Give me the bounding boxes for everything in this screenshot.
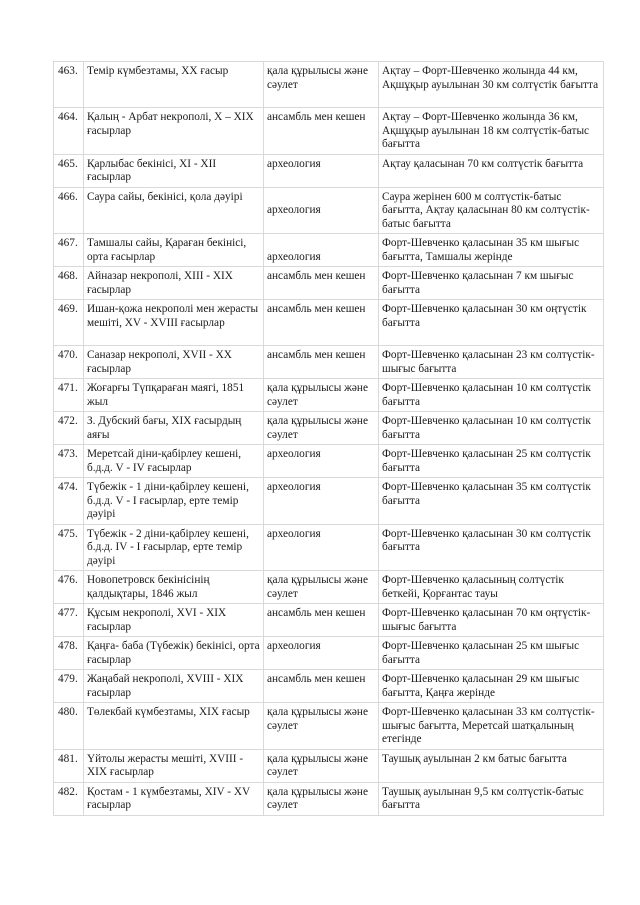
row-number: 482. <box>54 782 84 815</box>
table-row <box>54 234 604 267</box>
monument-type: ансамбль мен кешен <box>264 300 379 346</box>
monument-name: Төлекбай күмбезтамы, ХІХ ғасыр <box>84 703 264 750</box>
monument-name: Айназар некрополі, ХІІІ - ХІХ ғасырлар <box>84 267 264 300</box>
row-number: 470. <box>54 346 84 379</box>
row-number: 468. <box>54 267 84 300</box>
monument-type: қала құрылысы және сәулет <box>264 379 379 412</box>
table-row <box>54 267 604 300</box>
monument-location: Ақтау қаласынан 70 км солтүстік бағытта <box>379 154 604 187</box>
monument-location: Ақтау – Форт-Шевченко жолында 36 км, Ақшұқыр ауылынан 18 км солтүстік-батыс бағытта <box>379 108 604 155</box>
monument-name: Саура сайы, бекінісі, қола дәуірі <box>84 187 264 234</box>
table-row <box>54 782 604 815</box>
row-number: 473. <box>54 445 84 478</box>
row-number: 469. <box>54 300 84 346</box>
monument-name: Новопетровск бекінісінің қалдықтары, 1846 жыл <box>84 571 264 604</box>
monument-type: ансамбль мен кешен <box>264 108 379 155</box>
row-number: 472. <box>54 412 84 445</box>
row-number: 471. <box>54 379 84 412</box>
table-row <box>54 524 604 571</box>
monument-location: Форт-Шевченко қаласының солтүстік беткейі, Қорғантас тауы <box>379 571 604 604</box>
monument-name: Қалың - Арбат некрополі, Х – ХІХ ғасырлар <box>84 108 264 155</box>
monument-location: Форт-Шевченко қаласынан 10 км солтүстік бағытта <box>379 379 604 412</box>
table-row <box>54 571 604 604</box>
monument-location: Форт-Шевченко қаласынан 7 км шығыс бағытта <box>379 267 604 300</box>
monument-location: Форт-Шевченко қаласынан 33 км солтүстік-шығыс бағытта, Меретсай шатқалының етегінде <box>379 703 604 750</box>
monument-location: Форт-Шевченко қаласынан 10 км солтүстік бағытта <box>379 412 604 445</box>
monument-type: қала құрылысы және сәулет <box>264 412 379 445</box>
monument-location: Ақтау – Форт-Шевченко жолында 44 км, Ақшұқыр ауылынан 30 км солтүстік бағытта <box>379 62 604 108</box>
monument-location: Форт-Шевченко қаласынан 35 км солтүстік бағытта <box>379 478 604 525</box>
table-row <box>54 154 604 187</box>
monument-location: Форт-Шевченко қаласынан 25 км шығыс бағытта <box>379 637 604 670</box>
monument-name: Қаңға- баба (Түбежік) бекінісі, орта ғасырлар <box>84 637 264 670</box>
table-row <box>54 346 604 379</box>
monument-location: Форт-Шевченко қаласынан 29 км шығыс бағытта, Қаңға жерінде <box>379 670 604 703</box>
row-number: 467. <box>54 234 84 267</box>
row-number: 478. <box>54 637 84 670</box>
monument-type: қала құрылысы және сәулет <box>264 62 379 108</box>
monument-name: Тамшалы сайы, Қараған бекінісі, орта ғасырлар <box>84 234 264 267</box>
monument-type: археология <box>264 524 379 571</box>
monument-type: археология <box>264 187 379 234</box>
table-row <box>54 108 604 155</box>
monument-location: Форт-Шевченко қаласынан 30 км солтүстік бағытта <box>379 524 604 571</box>
monument-type: археология <box>264 445 379 478</box>
monument-type: қала құрылысы және сәулет <box>264 703 379 750</box>
monument-name: Құсым некрополі, ХVІ - ХІХ ғасырлар <box>84 604 264 637</box>
monument-name: Меретсай діни-қабірлеу кешені, б.д.д. V - ІV ғасырлар <box>84 445 264 478</box>
table-row <box>54 187 604 234</box>
monument-location: Форт-Шевченко қаласынан 35 км шығыс бағытта, Тамшалы жерінде <box>379 234 604 267</box>
row-number: 466. <box>54 187 84 234</box>
table-row <box>54 604 604 637</box>
monument-type: археология <box>264 637 379 670</box>
table-row <box>54 703 604 750</box>
monument-name: Үйтолы жерасты мешіті, ХVІІІ - ХІХ ғасырлар <box>84 749 264 782</box>
monuments-table <box>53 61 604 816</box>
row-number: 474. <box>54 478 84 525</box>
row-number: 480. <box>54 703 84 750</box>
table-row <box>54 379 604 412</box>
monument-name: Жаңабай некрополі, ХVІІІ - ХІХ ғасырлар <box>84 670 264 703</box>
monument-location: Форт-Шевченко қаласынан 23 км солтүстік-шығыс бағытта <box>379 346 604 379</box>
table-row <box>54 300 604 346</box>
monuments-table-body <box>54 62 604 816</box>
monument-location: Саура жерінен 600 м солтүстік-батыс бағытта, Ақтау қаласынан 80 км солтүстік-батыс бағытта <box>379 187 604 234</box>
monument-location: Форт-Шевченко қаласынан 30 км оңтүстік бағытта <box>379 300 604 346</box>
row-number: 476. <box>54 571 84 604</box>
table-row <box>54 445 604 478</box>
row-number: 464. <box>54 108 84 155</box>
monument-name: Темір күмбезтамы, ХХ ғасыр <box>84 62 264 108</box>
table-row <box>54 412 604 445</box>
monument-name: Қарлыбас бекінісі, ХІ - ХІІ ғасырлар <box>84 154 264 187</box>
monument-type: қала құрылысы және сәулет <box>264 782 379 815</box>
monument-location: Таушық ауылынан 9,5 км солтүстік-батыс бағытта <box>379 782 604 815</box>
row-number: 477. <box>54 604 84 637</box>
table-row <box>54 478 604 525</box>
row-number: 465. <box>54 154 84 187</box>
monument-type: ансамбль мен кешен <box>264 267 379 300</box>
monument-name: Қостам - 1 күмбезтамы, ХІV - ХV ғасырлар <box>84 782 264 815</box>
row-number: 479. <box>54 670 84 703</box>
monument-name: Жоғарғы Түпқараған маягі, 1851 жыл <box>84 379 264 412</box>
monument-type: ансамбль мен кешен <box>264 670 379 703</box>
monument-type: археология <box>264 154 379 187</box>
monument-name: З. Дубский бағы, ХІХ ғасырдың аяғы <box>84 412 264 445</box>
row-number: 481. <box>54 749 84 782</box>
table-row <box>54 749 604 782</box>
monument-name: Ишан-қожа некрополі мен жерасты мешіті, ХV - ХVІІІ ғасырлар <box>84 300 264 346</box>
table-row <box>54 637 604 670</box>
row-number: 463. <box>54 62 84 108</box>
monument-type: археология <box>264 234 379 267</box>
table-row <box>54 62 604 108</box>
monument-location: Форт-Шевченко қаласынан 25 км солтүстік бағытта <box>379 445 604 478</box>
monument-location: Таушық ауылынан 2 км батыс бағытта <box>379 749 604 782</box>
table-row <box>54 670 604 703</box>
monument-type: қала құрылысы және сәулет <box>264 749 379 782</box>
monument-type: ансамбль мен кешен <box>264 346 379 379</box>
monument-name: Саназар некрополі, ХVІІ - ХХ ғасырлар <box>84 346 264 379</box>
monument-name: Түбежік - 2 діни-қабірлеу кешені, б.д.д. ІV - І ғасырлар, ерте темір дәуірі <box>84 524 264 571</box>
monument-name: Түбежік - 1 діни-қабірлеу кешені, б.д.д. V - І ғасырлар, ерте темір дәуірі <box>84 478 264 525</box>
monument-type: ансамбль мен кешен <box>264 604 379 637</box>
row-number: 475. <box>54 524 84 571</box>
monument-type: археология <box>264 478 379 525</box>
monument-type: қала құрылысы және сәулет <box>264 571 379 604</box>
monument-location: Форт-Шевченко қаласынан 70 км оңтүстік-шығыс бағытта <box>379 604 604 637</box>
